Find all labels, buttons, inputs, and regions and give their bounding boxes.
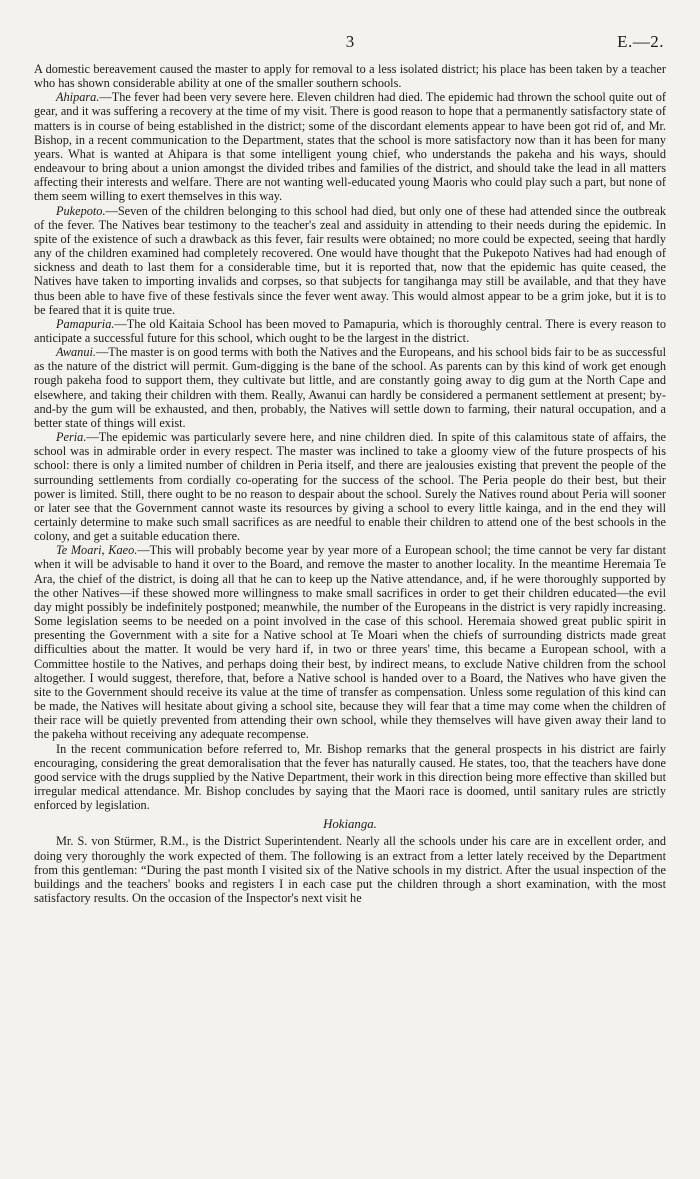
section-heading-hokianga: Hokianga. — [323, 817, 377, 832]
paragraph-ahipara: Ahipara.—The fever had been very severe here. Eleven children had died. The epidemic had thrown the school quite out of gear, and it was suffering a recovery at the time of my visit. There is good reason to hope that a permanently satisfactory state of matters is in course of being established in the district; some of the discordant elements appear to have been got rid of, and Mr. Bishop, in a recent communication to the Department, states that the school is more satisfactory now than it has been for many years. What is wanted at Ahipara is that some intelligent young chief, who understands the pakeha and his ways, should endeavour to bring about a union amongst the divided tribes and families of the district, and should take the lead in all matters affecting their interests and welfare. There are not wanting well-educated young Maoris who could play such a part, but none of them seem willing to exert themselves in this way. — [34, 90, 666, 204]
school-name-te-moari: Te Moari, Kaeo. — [56, 543, 138, 558]
page-header — [34, 32, 666, 62]
school-name-pamapuria: Pamapuria. — [56, 316, 115, 331]
paragraph-awanui: Awanui.—The master is on good terms with both the Natives and the Europeans, and his school bids fair to be as successful as the nature of the district will permit. Gum-digging is the bane of the school. As parents can by this kind of work get enough rough pakeha food to support them, they cultivate but little, and are constantly going away to dig gum at the North Cape and elsewhere, and taking their children with them. Really, Awanui can hardly be considered a permanent settlement at present; by-and-by the gum will be exhausted, and then, probably, the Natives will settle down to farming, their natural occupation, and a better state of things will exist. — [34, 345, 666, 430]
paragraph-pukepoto: Pukepoto.—Seven of the children belonging to this school had died, but only one of these had attended since the outbreak of the fever. The Natives bear testimony to the teacher's zeal and assiduity in attending to their needs during the epidemic. In spite of the existence of such a drawback as this fever, fair results were obtained; no more could be expected, seeing that hardly any of the children examined had completely recovered. One would have thought that the Pukepoto Natives had had enough of sickness and death to last them for a considerable time, but it is reported that, now that the epidemic has quite ceased, the Natives have taken to importing invalids and corpses, so that subjects for tangihanga may still be available, and that they have thus been able to have five of these festivals since the fever went away. This would almost appear to be a grim joke, but it is to be feared that it is quite true. — [34, 203, 666, 317]
school-name-ahipara: Ahipara. — [56, 90, 100, 105]
series-code: E.—2. — [617, 32, 664, 51]
body-text — [34, 62, 666, 905]
school-name-pukepoto: Pukepoto. — [56, 203, 106, 218]
paragraph-hokianga: Mr. S. von Stürmer, R.M., is the District Superintendent. Nearly all the schools under his care are in excellent order, and doing very thoroughly the work expected of them. The following is an extract from a letter lately received by the Department from this gentleman: “During the past month I visited six of the Native schools in my district. After the usual inspection of the buildings and the teachers' books and registers I in each case put the children through a short examination, with the most satisfactory results. On the occasion of the Inspector's next visit he — [34, 834, 666, 906]
paragraph-bishop-remarks: In the recent communication before referred to, Mr. Bishop remarks that the general prospects in his district are fairly encouraging, considering the great demoralisation that the fever has naturally caused. He states, too, that the teachers have done good service with the drugs supplied by the Native Department, their work in this direction being more effective than skilled but irregular medical attendance. Mr. Bishop concludes by saying that the Maori race is doomed, until sanitary rules are strictly enforced by legislation. — [34, 741, 666, 813]
school-name-awanui: Awanui. — [56, 345, 96, 360]
page-number: 3 — [345, 32, 355, 51]
paragraph-intro: A domestic bereavement caused the master to apply for removal to a less isolated district; his place has been taken by a teacher who has shown considerable ability at one of the smaller southern schools. — [34, 62, 666, 91]
paragraph-peria: Peria.—The epidemic was particularly severe here, and nine children died. In spite of this calamitous state of affairs, the school was in admirable order in every respect. The master was inclined to take a gloomy view of the future prospects of his school: there is only a limited number of children in Peria itself, and there are jealousies existing that prevent the people of the surrounding settlements from cordially co-operating for the success of the school. The Peria people do their best, but their power is limited. Still, there ought to be no reason to despair about the school. Surely the Natives round about Peria will sooner or later see that the Government cannot waste its resources by giving a school to every little kainga, and in the end they will certainly determine to make such small sacrifices as are needful to enable their children to attend one of the best schools in the colony, and get a suitable education there. — [34, 430, 666, 544]
school-name-peria: Peria. — [56, 430, 87, 445]
paragraph-te-moari: Te Moari, Kaeo.—This will probably become year by year more of a European school; the time cannot be very far distant when it will be advisable to hand it over to the Board, and remove the master to another locality. In the meantime Heremaia Te Ara, the chief of the district, is doing all that he can to keep up the Native attendance, and, if he were thoroughly supported by the other Natives—if these showed more willingness to make small sacrifices in order to get their children educated—the evil day might possibly be indefinitely postponed; meanwhile, the number of the Europeans in the district is very rapidly increasing. Some legislation seems to be needed on a point involved in the case of this school. Heremaia showed great public spirit in presenting the Government with a site for a Native school at Te Moari when the chiefs of surrounding districts made great difficulties about the matter. It would be very hard if, in two or three years' time, this became a European school, with a Committee hostile to the Natives, and perhaps doing their best, by indirect means, to exclude Native children from the school altogether. I would suggest, therefore, that, before a Native school is handed over to a Board, the Natives who have given the site to the Government should receive its value at the time of transfer as compensation. Unless some regulation of this kind can be made, the Natives will hesitate about giving a school site, because they will fear that a time may come when the children of their race will be quietly prevented from attending their own school, while they themselves will have given away their land to the pakeha without receiving any adequate recompense. — [34, 543, 666, 742]
paragraph-pamapuria: Pamapuria.—The old Kaitaia School has been moved to Pamapuria, which is thoroughly central. There is every reason to anticipate a successful future for this school, which ought to be the largest in the district. — [34, 316, 666, 345]
